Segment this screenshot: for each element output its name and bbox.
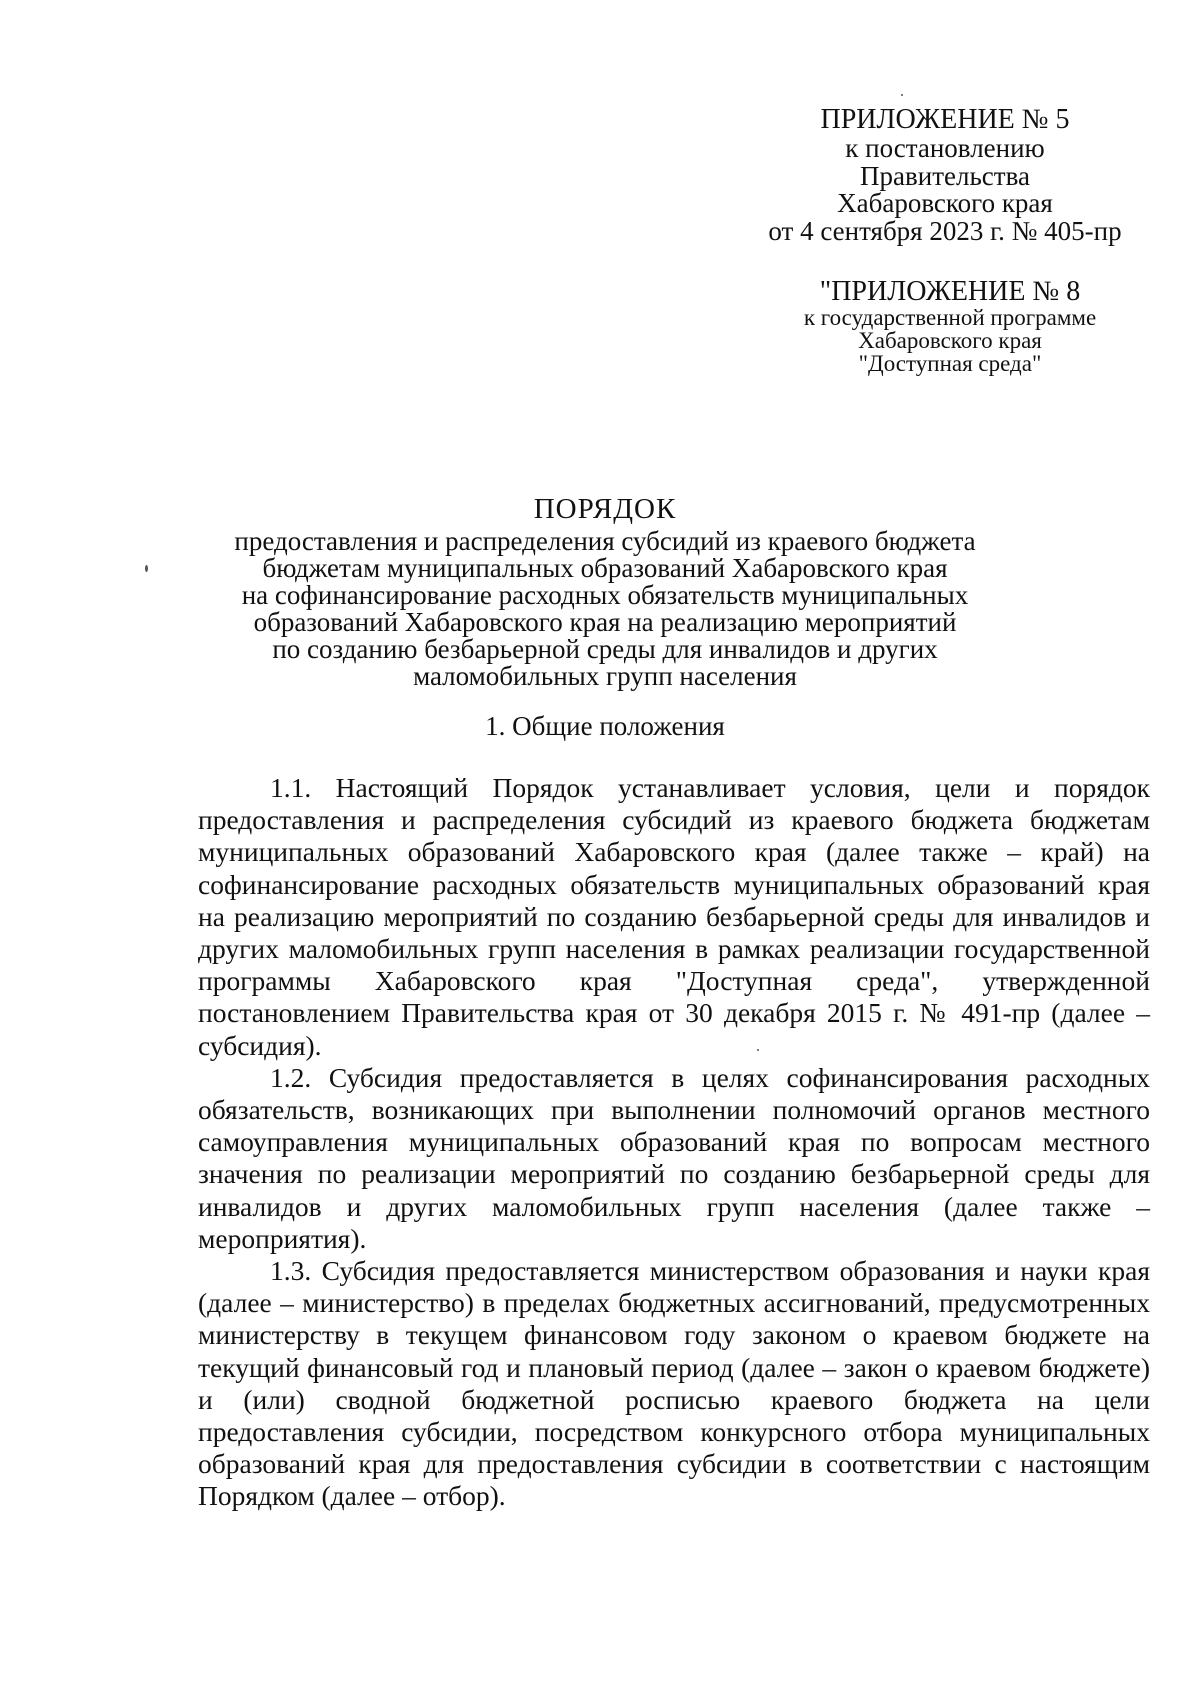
attachment-5-line: Правительства bbox=[860, 160, 1030, 191]
paragraph-1-2: 1.2. Субсидия предоставляется в целях софинансирования расходных обязательств, возникающих при выполнении полномочий органов местного самоуправления муниципальных образований края по вопросам местного значения по реализации мероприятий по созданию безбарьерной среды для инвалидов и других маломобильных групп населения (далее также – мероприятия). bbox=[198, 1061, 1150, 1254]
section-body bbox=[198, 772, 1150, 1513]
attachment-8-title: "ПРИЛОЖЕНИЕ № 8 bbox=[819, 276, 1081, 307]
attachment-5-header bbox=[735, 106, 1155, 246]
attachment-5-line: к постановлению bbox=[845, 132, 1045, 163]
paragraph-1-3: 1.3. Субсидия предоставляется министерством образования и науки края (далее – министерство) в пределах бюджетных ассигнований, предусмотренных министерству в текущем финансовом году законом о краевом бюджете на текущий финансовый год и плановый период (далее – закон о краевом бюджете) и (или) сводной бюджетной росписью краевого бюджета на цели предоставления субсидии, посредством конкурсного отбора муниципальных образований края для предоставления субсидии в соответствии с настоящим Порядком (далее – отбор). bbox=[198, 1255, 1150, 1512]
attachment-5-date-number: от 4 сентября 2023 г. № 405-пр bbox=[768, 216, 1122, 247]
attachment-8-line: Хабаровского края bbox=[858, 328, 1042, 354]
attachment-8-header bbox=[785, 277, 1115, 375]
paragraph-1-1: 1.1. Настоящий Порядок устанавливает условия, цели и порядок предоставления и распределения субсидий из краевого бюджета бюджетам муниципальных образований Хабаровского края (далее также – край) на софинансирование расходных обязательств муниципальных образований края на реализацию мероприятий по созданию безбарьерной среды для инвалидов и других маломобильных групп населения в рамках реализации государственной программы Хабаровского края "Доступная среда", утвержденной постановлением Правительства края от 30 декабря 2015 г. № 491-пр (далее – субсидия). bbox=[198, 772, 1150, 1061]
scan-speck bbox=[901, 94, 903, 96]
document-subtitle-line: маломобильных групп населения bbox=[413, 661, 797, 691]
document-subtitle-line: на софинансирование расходных обязательств муниципальных bbox=[241, 580, 969, 610]
document-subtitle-line: бюджетам муниципальных образований Хабаровского края bbox=[262, 553, 948, 583]
scan-speck bbox=[145, 565, 148, 572]
document-title: ПОРЯДОК bbox=[533, 493, 677, 525]
attachment-5-line: Хабаровского края bbox=[837, 188, 1053, 219]
section-heading: 1. Общие положения bbox=[485, 711, 725, 741]
document-title-block bbox=[200, 495, 1010, 690]
document-subtitle-line: по созданию безбарьерной среды для инвалидов и других bbox=[272, 634, 938, 664]
document-subtitle-line: образований Хабаровского края на реализацию мероприятий bbox=[253, 607, 957, 637]
document-subtitle-line: предоставления и распределения субсидий из краевого бюджета bbox=[234, 526, 976, 556]
attachment-8-program-name: "Доступная среда" bbox=[858, 351, 1042, 377]
attachment-8-line: к государственной программе bbox=[803, 305, 1097, 331]
attachment-5-title: ПРИЛОЖЕНИЕ № 5 bbox=[820, 104, 1070, 135]
